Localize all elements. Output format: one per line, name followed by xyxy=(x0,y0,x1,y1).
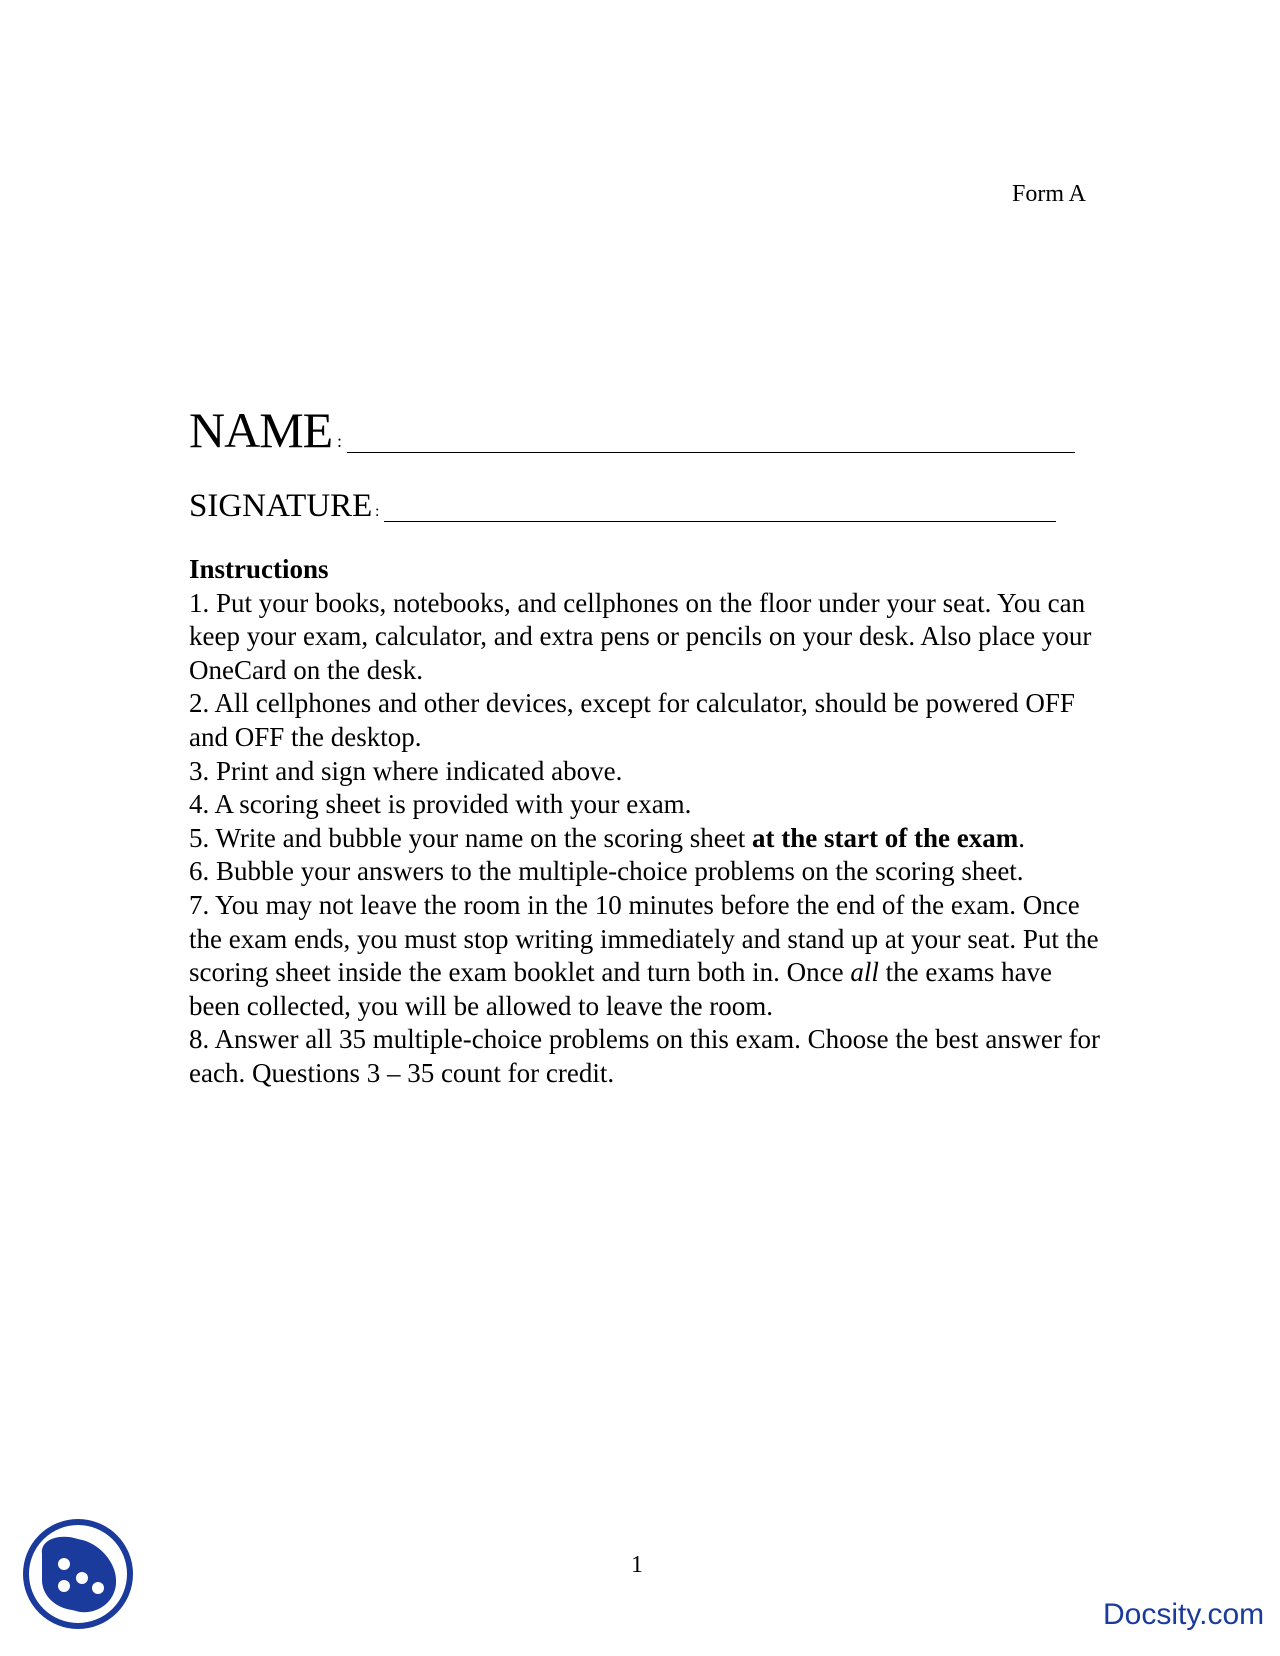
logo-dot xyxy=(76,1572,88,1584)
signature-underline xyxy=(384,521,1056,522)
instruction-item-4: 4. A scoring sheet is provided with your exam. xyxy=(189,789,692,820)
signature-colon: : xyxy=(375,503,380,520)
name-colon: : xyxy=(337,431,343,451)
name-underline xyxy=(347,452,1075,453)
signature-label: SIGNATURE xyxy=(189,488,373,524)
instruction-item-5-emphasis: at the start of the exam xyxy=(752,822,1019,853)
docsity-logo-graphic xyxy=(22,1518,134,1630)
name-field xyxy=(189,400,1089,460)
logo-dot xyxy=(58,1580,70,1592)
instructions-heading: Instructions xyxy=(189,554,329,584)
signature-field xyxy=(189,486,1089,526)
instruction-item-6: 6. Bubble your answers to the multiple-choice problems on the scoring sheet. xyxy=(189,856,1024,887)
watermark-domain: .com xyxy=(1199,1598,1265,1631)
instructions-section xyxy=(189,553,1109,1091)
instruction-item-7-end: the exams have been collected, you will be allowed to leave the room. xyxy=(189,957,1053,1021)
instruction-item-5-text: 5. Write and bubble your name on the scoring sheet xyxy=(189,822,753,853)
instruction-item-2: 2. All cellphones and other devices, except for calculator, should be powered OFF and OFF the desktop. xyxy=(189,688,1075,752)
name-label: NAME xyxy=(189,402,333,458)
instruction-item-7-emphasis: all xyxy=(850,957,879,988)
form-label: Form A xyxy=(1012,181,1087,207)
logo-dot xyxy=(58,1558,70,1570)
instruction-item-8: 8. Answer all 35 multiple-choice problems on this exam. Choose the best answer for each. Questions 3 – 35 count for credit. xyxy=(189,1024,1101,1088)
instruction-item-7 xyxy=(189,889,1109,1023)
docsity-watermark[interactable] xyxy=(1103,1598,1264,1632)
instruction-item-3: 3. Print and sign where indicated above. xyxy=(189,755,623,786)
instruction-item-7-text: 7. You may not leave the room in the 10 minutes before the end of the exam. Once the exam ends, you must stop writing immediately and stand up at your seat. Put the scoring sheet inside the exam booklet and turn both in. Once xyxy=(189,889,1099,988)
watermark-brand: Docsity xyxy=(1103,1598,1200,1631)
instruction-item-5-end: . xyxy=(1018,822,1025,853)
docsity-logo-icon[interactable] xyxy=(22,1518,134,1630)
instruction-item-1: 1. Put your books, notebooks, and cellphones on the floor under your seat. You can keep your exam, calculator, and extra pens or pencils on your desk. Also place your OneCard on the desk. xyxy=(189,587,1092,685)
logo-dot xyxy=(92,1582,104,1594)
instruction-item-5 xyxy=(189,822,1109,856)
page-number: 1 xyxy=(631,1552,643,1578)
